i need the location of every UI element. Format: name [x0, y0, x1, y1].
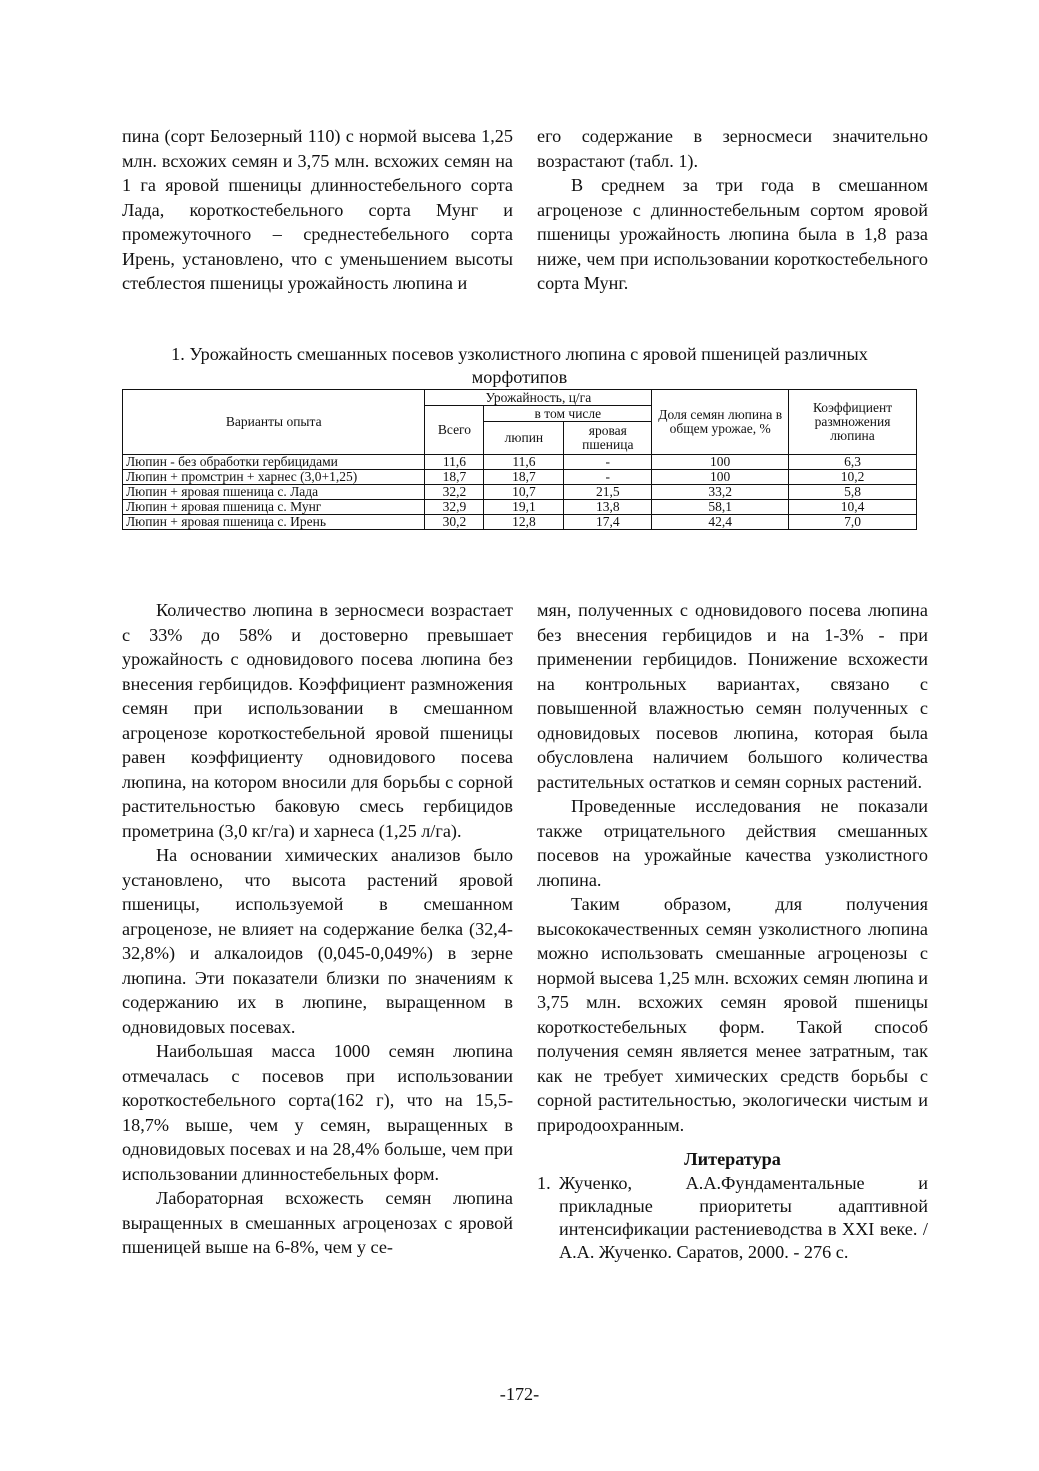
paragraph: Таким образом, для получения высококачественных семян узколистного люпина можно использовать смешанные агроценозы с нормой высева 1,25 млн. всхожих семян люпина и 3,75 млн. всхожих семян яровой пшеницы короткостебельных форм. Такой способ получения семян является менее затратным, так как не требует химических средств борьбы с сорной растительностью, экологически чистым и природоохранным. — [537, 894, 928, 1135]
cell-share: 100 — [652, 455, 789, 470]
cell-share: 58,1 — [652, 500, 789, 515]
page-number: -172- — [499, 1384, 540, 1404]
table-body — [123, 455, 917, 530]
paragraph: пина (сорт Белозерный 110) с нормой высева 1,25 млн. всхожих семян и 3,75 млн. всхожих семян на 1 га яровой пшеницы длинностебельного сорта Лада, короткостебельного сорта Мунг и промежуточного – среднестебельного сорта Ирень, установлено, что с уменьшением высоты стеблестоя пшеницы урожайность люпина и — [122, 126, 513, 293]
table-row — [123, 515, 917, 530]
cell-total: 30,2 — [425, 515, 484, 530]
yield-table — [122, 389, 917, 530]
cell-total: 32,9 — [425, 500, 484, 515]
paragraph: В среднем за три года в смешанном агроценозе с длинностебельным сортом яровой пшеницы урожайность люпина была в 1,8 раза ниже, чем при использовании короткостебельного сорта Мунг. — [537, 175, 928, 293]
table-caption: 1. Урожайность смешанных посевов узколистного люпина с яровой пшеницей различных морфотипов — [171, 344, 868, 387]
paragraph: На основании химических анализов было установлено, что высота растений яровой пшеницы, используемой в смешанном агроценозе, не влияет на содержание белка (32,4-32,8%) и алкалоидов (0,045-0,049%) в зерне люпина. Эти показатели близки по значениям к содержанию их в люпине, выращенном в одновидовых посевах. — [122, 845, 513, 1037]
cell-share: 100 — [652, 470, 789, 485]
cell-lupin: 19,1 — [484, 500, 564, 515]
header-wheat: яровая пшеница — [564, 422, 652, 455]
cell-coef: 7,0 — [789, 515, 917, 530]
cell-wheat: 21,5 — [564, 485, 652, 500]
top-right-column — [537, 124, 928, 296]
paragraph: его содержание в зерносмеси значительно возрастают (табл. 1). — [537, 126, 928, 171]
paragraph: Количество люпина в зерносмеси возрастает с 33% до 58% и достоверно превышает урожайность с одновидового посева люпина без внесения гербицидов. Коэффициент размножения семян при использовании в смешанном агроценозе короткостебельной яровой пшеницы равен коэффициенту одновидового посева люпина, на котором вносили для борьбы с сорной растительностью баковую смесь гербицидов прометрина (3,0 кг/га) и харнеса (1,25 л/га). — [122, 600, 513, 841]
cell-lupin: 12,8 — [484, 515, 564, 530]
cell-total: 18,7 — [425, 470, 484, 485]
bottom-right-column — [537, 598, 928, 1264]
paragraph: Наибольшая масса 1000 семян люпина отмечалась с посевов при использовании короткостебельного сорта(162 г), что на 15,5-18,7% выше, чем у семян, выращенных в одновидовых посевах и на 28,4% больше, чем при использовании длинностебельных форм. — [122, 1041, 513, 1184]
reference-number: 1. — [537, 1172, 551, 1193]
cell-lupin: 18,7 — [484, 470, 564, 485]
cell-variant: Люпин + яровая пшеница с. Ирень — [123, 515, 425, 530]
cell-variant: Люпин + яровая пшеница с. Лада — [123, 485, 425, 500]
cell-variant: Люпин + промстрин + харнес (3,0+1,25) — [123, 470, 425, 485]
cell-coef: 10,2 — [789, 470, 917, 485]
paragraph: Лабораторная всхожесть семян люпина выращенных в смешанных агроценозах с яровой пшеницей выше на 6-8%, чем у се- — [122, 1188, 513, 1257]
cell-coef: 5,8 — [789, 485, 917, 500]
header-lupin: люпин — [484, 422, 564, 455]
reference-item — [537, 1172, 928, 1264]
cell-total: 11,6 — [425, 455, 484, 470]
cell-lupin: 10,7 — [484, 485, 564, 500]
header-variants: Варианты опыта — [123, 390, 425, 455]
cell-wheat: 17,4 — [564, 515, 652, 530]
cell-coef: 6,3 — [789, 455, 917, 470]
cell-total: 32,2 — [425, 485, 484, 500]
reference-text: Жученко, А.А.Фундаментальные и прикладные приоритеты адаптивной интенсификации растениеводства в XXI веке. / А.А. Жученко. Саратов, 2000. - 276 с. — [559, 1172, 928, 1262]
table-row — [123, 485, 917, 500]
references-heading: Литература — [684, 1149, 781, 1169]
header-share: Доля семян люпина в общем урожае, % — [652, 390, 789, 455]
bottom-left-column — [122, 598, 513, 1260]
cell-wheat: 13,8 — [564, 500, 652, 515]
cell-share: 42,4 — [652, 515, 789, 530]
table-row — [123, 455, 917, 470]
table-row — [123, 500, 917, 515]
header-yield: Урожайность, ц/га — [425, 390, 652, 406]
paragraph: мян, полученных с одновидового посева люпина без внесения гербицидов и на 1-3% - при применении гербицидов. Понижение всхожести на контрольных вариантах, связано с повышенной влажностью семян полученных с одновидовых посевов люпина, которая была обусловлена наличием большого количества растительных остатков и семян сорных растений. — [537, 600, 928, 792]
header-total: Всего — [425, 406, 484, 455]
table-row — [123, 470, 917, 485]
top-left-column — [122, 124, 513, 296]
cell-wheat: - — [564, 455, 652, 470]
cell-share: 33,2 — [652, 485, 789, 500]
cell-wheat: - — [564, 470, 652, 485]
cell-coef: 10,4 — [789, 500, 917, 515]
cell-variant: Люпин - без обработки гербицидами — [123, 455, 425, 470]
header-coef: Коэффициент размножения люпина — [789, 390, 917, 455]
cell-lupin: 11,6 — [484, 455, 564, 470]
cell-variant: Люпин + яровая пшеница с. Мунг — [123, 500, 425, 515]
paragraph: Проведенные исследования не показали также отрицательного действия смешанных посевов на урожайные качества узколистного люпина. — [537, 796, 928, 890]
header-including: в том числе — [484, 406, 652, 422]
